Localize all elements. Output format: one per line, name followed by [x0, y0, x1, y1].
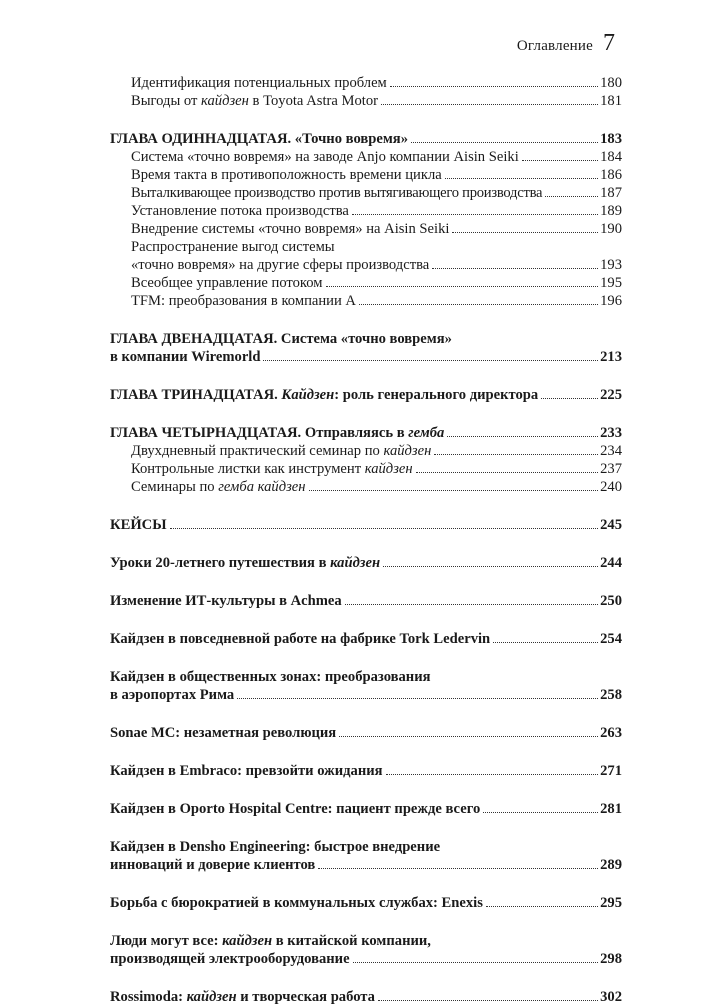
toc-page-number: 289 — [600, 857, 622, 873]
toc-page-number: 193 — [600, 257, 622, 273]
toc-page-number: 213 — [600, 349, 622, 365]
leader-dots — [522, 160, 598, 161]
toc-chapter[interactable] — [110, 386, 622, 404]
toc-case[interactable] — [110, 988, 622, 1006]
toc-section[interactable] — [110, 516, 622, 534]
table-of-contents — [110, 74, 622, 1006]
toc-case-title-line2: производящей электрооборудование — [110, 951, 350, 967]
toc-case-title: Rossimoda: кайдзен и творческая работа — [110, 989, 375, 1005]
toc-entry-title-line2: «точно вовремя» на другие сферы производства — [131, 257, 430, 273]
toc-chapter[interactable] — [110, 330, 622, 366]
toc-case-title: Кайдзен в Oporto Hospital Centre: пациент прежде всего — [110, 801, 481, 817]
toc-entry-title: Выгоды от кайдзен в Toyota Astra Motor — [131, 93, 378, 109]
toc-case[interactable] — [110, 762, 622, 780]
toc-case-title-line2: в аэропортах Рима — [110, 687, 235, 703]
toc-case[interactable] — [110, 894, 622, 912]
toc-case[interactable] — [110, 668, 622, 704]
toc-page-number: 258 — [600, 687, 622, 703]
toc-entry[interactable] — [110, 148, 622, 166]
toc-page-number: 186 — [600, 167, 622, 183]
toc-case-title: Sonae MC: незаметная революция — [110, 725, 337, 741]
toc-entry-title: Время такта в противоположность времени цикла — [131, 167, 442, 183]
toc-entry-title: Идентификация потенциальных проблем — [131, 75, 387, 91]
toc-page-number: 245 — [600, 517, 622, 533]
toc-case-title: Борьба с бюрократией в коммунальных службах: Enexis — [110, 895, 483, 911]
toc-entry-title: Установление потока производства — [131, 203, 349, 219]
toc-page-number: 295 — [600, 895, 622, 911]
toc-case-title: Уроки 20-летнего путешествия в кайдзен — [110, 555, 381, 571]
toc-page-number: 254 — [600, 631, 622, 647]
toc-case-title-line1: Кайдзен в общественных зонах: преобразования — [110, 669, 431, 685]
toc-entry[interactable] — [110, 442, 622, 460]
toc-case[interactable] — [110, 592, 622, 610]
toc-page-number: 187 — [600, 185, 622, 201]
toc-chapter-title: ГЛАВА ЧЕТЫРНАДЦАТАЯ. Отправляясь в гемба — [110, 425, 445, 441]
toc-case[interactable] — [110, 838, 622, 874]
toc-entry[interactable] — [110, 220, 622, 238]
leader-dots — [170, 528, 599, 529]
toc-case-title: Изменение ИТ-культуры в Achmea — [110, 593, 342, 609]
toc-chapter[interactable] — [110, 424, 622, 442]
leader-dots — [386, 774, 599, 775]
toc-page-number: 184 — [600, 149, 622, 165]
leader-dots — [353, 962, 599, 963]
leader-dots — [447, 436, 598, 437]
toc-case[interactable] — [110, 554, 622, 572]
toc-entry[interactable] — [110, 292, 622, 310]
toc-chapter-title-line2: в компании Wiremorld — [110, 349, 261, 365]
toc-case-title-line1: Кайдзен в Densho Engineering: быстрое внедрение — [110, 839, 441, 855]
leader-dots — [452, 232, 598, 233]
leader-dots — [411, 142, 598, 143]
toc-page-number: 195 — [600, 275, 622, 291]
leader-dots — [339, 736, 598, 737]
toc-entry[interactable] — [110, 166, 622, 184]
toc-section-title: КЕЙСЫ — [110, 517, 167, 533]
toc-chapter-title: ГЛАВА ОДИННАДЦАТАЯ. «Точно вовремя» — [110, 131, 408, 147]
toc-entry[interactable] — [110, 460, 622, 478]
toc-page-number: 189 — [600, 203, 622, 219]
toc-entry[interactable] — [110, 478, 622, 496]
toc-case-title-line2: инноваций и доверие клиентов — [110, 857, 316, 873]
toc-entry-title: Двухдневный практический семинар по кайдзен — [131, 443, 432, 459]
leader-dots — [359, 304, 598, 305]
toc-entry-title: Всеобщее управление потоком — [131, 275, 323, 291]
toc-entry-title: Система «точно вовремя» на заводе Anjo компании Aisin Seiki — [131, 149, 519, 165]
leader-dots — [432, 268, 598, 269]
toc-page-number: 190 — [600, 221, 622, 237]
toc-page-number: 250 — [600, 593, 622, 609]
toc-entry-title: Внедрение системы «точно вовремя» на Aisin Seiki — [131, 221, 450, 237]
toc-page-number: 234 — [600, 443, 622, 459]
toc-case-title: Кайдзен в Embraco: превзойти ожидания — [110, 763, 383, 779]
running-header — [517, 30, 615, 57]
toc-page-number: 240 — [600, 479, 622, 495]
toc-entry[interactable] — [110, 184, 622, 202]
leader-dots — [483, 812, 598, 813]
toc-chapter-title-line1: ГЛАВА ДВЕНАДЦАТАЯ. Система «точно вовремя» — [110, 331, 452, 347]
leader-dots — [545, 196, 598, 197]
toc-entry-title: Выталкивающее производство против вытягивающего производства — [131, 185, 543, 201]
toc-page-number: 196 — [600, 293, 622, 309]
leader-dots — [318, 868, 598, 869]
leader-dots — [237, 698, 598, 699]
toc-case-title-line1: Люди могут все: кайдзен в китайской компании, — [110, 933, 431, 949]
leader-dots — [345, 604, 598, 605]
toc-page-number: 183 — [600, 131, 622, 147]
toc-entry[interactable] — [110, 92, 622, 110]
leader-dots — [434, 454, 598, 455]
leader-dots — [352, 214, 598, 215]
toc-page-number: 233 — [600, 425, 622, 441]
leader-dots — [541, 398, 598, 399]
leader-dots — [309, 490, 599, 491]
toc-chapter[interactable] — [110, 130, 622, 148]
leader-dots — [326, 286, 599, 287]
toc-entry-title: Семинары по гемба кайдзен — [131, 479, 306, 495]
toc-case-title: Кайдзен в повседневной работе на фабрике Tork Ledervin — [110, 631, 491, 647]
toc-page-number: 225 — [600, 387, 622, 403]
toc-page-number: 302 — [600, 989, 622, 1005]
page-number: 7 — [603, 30, 615, 56]
toc-page-number: 281 — [600, 801, 622, 817]
leader-dots — [486, 906, 598, 907]
toc-case[interactable] — [110, 800, 622, 818]
toc-entry-title-line1: Распространение выгод системы — [131, 239, 335, 255]
toc-entry-title: TFM: преобразования в компании A — [131, 293, 356, 309]
toc-entry-title: Контрольные листки как инструмент кайдзен — [131, 461, 413, 477]
leader-dots — [390, 86, 598, 87]
leader-dots — [263, 360, 598, 361]
toc-case[interactable] — [110, 932, 622, 968]
leader-dots — [416, 472, 599, 473]
running-header-title: Оглавление — [516, 38, 593, 54]
toc-page-number: 263 — [600, 725, 622, 741]
toc-page-number: 180 — [600, 75, 622, 91]
toc-page-number: 244 — [600, 555, 622, 571]
leader-dots — [493, 642, 598, 643]
toc-case[interactable] — [110, 630, 622, 648]
toc-entry[interactable] — [110, 274, 622, 292]
toc-page-number: 237 — [600, 461, 622, 477]
leader-dots — [381, 104, 598, 105]
toc-chapter-title: ГЛАВА ТРИНАДЦАТАЯ. Кайдзен: роль генерального директора — [110, 387, 539, 403]
toc-entry[interactable] — [110, 238, 622, 274]
leader-dots — [445, 178, 598, 179]
toc-page-number: 181 — [600, 93, 622, 109]
toc-case[interactable] — [110, 724, 622, 742]
toc-entry[interactable] — [110, 202, 622, 220]
toc-entry[interactable] — [110, 74, 622, 92]
leader-dots — [383, 566, 598, 567]
toc-page-number: 298 — [600, 951, 622, 967]
toc-page-number: 271 — [600, 763, 622, 779]
